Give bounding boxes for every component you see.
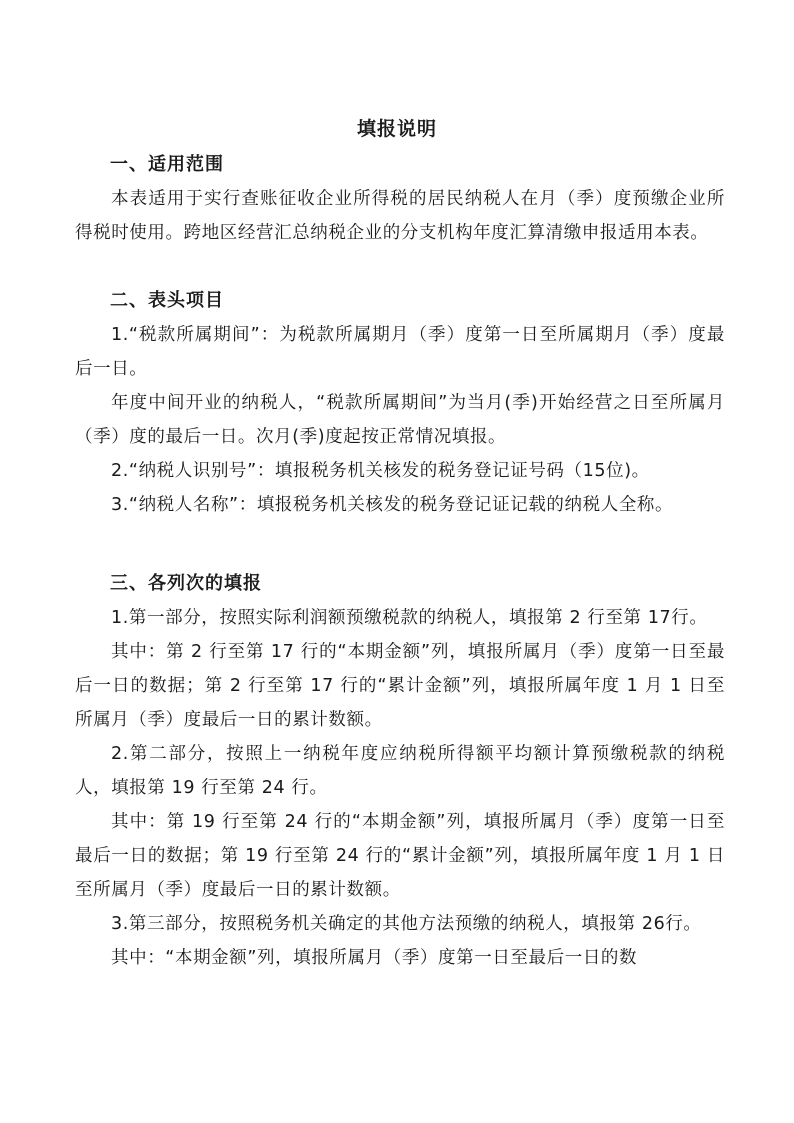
paragraph: 2.“纳税人识别号”：填报税务机关核发的税务登记证号码（15位)。 <box>111 461 650 481</box>
paragraph: 1.“税款所属期间”：为税款所属期月（季）度第一日至所属期月（季）度最后一日。 <box>75 325 725 379</box>
paragraph: 3.“纳税人名称”：填报税务机关核发的税务登记证记载的纳税人全称。 <box>111 495 674 515</box>
paragraph: 1.第一部分，按照实际利润额预缴税款的纳税人，填报第 2 行至第 17行。 <box>111 608 708 628</box>
section-header-items-body <box>75 318 725 522</box>
section-scope-body <box>75 182 725 250</box>
section-heading-columns: 三、各列次的填报 <box>110 573 262 594</box>
paragraph: 其中：“本期金额”列，填报所属月（季）度第一日至最后一日的数 <box>111 948 638 968</box>
paragraph: 其中：第 19 行至第 24 行的“本期金额”列，填报所属月（季）度第一日至最后一日的数据；第 19 行至第 24 行的“累计金额”列，填报所属年度 1 月 1 日至所属月（季）度最后一日的累计数额。 <box>75 812 725 900</box>
paragraph: 本表适用于实行查账征收企业所得税的居民纳税人在月（季）度预缴企业所得税时使用。跨地区经营汇总纳税企业的分支机构年度汇算清缴申报适用本表。 <box>75 189 725 243</box>
section-heading-header-items: 二、表头项目 <box>110 290 224 311</box>
paragraph: 年度中间开业的纳税人，“税款所属期间”为当月(季)开始经营之日至所属月（季）度的最后一日。次月(季)度起按正常情况填报。 <box>75 393 725 447</box>
paragraph: 3.第三部分，按照税务机关确定的其他方法预缴的纳税人，填报第 26行。 <box>111 914 702 934</box>
section-columns-body <box>75 601 725 975</box>
paragraph: 2.第二部分，按照上一纳税年度应纳税所得额平均额计算预缴税款的纳税人，填报第 19 行至第 24 行。 <box>75 744 725 798</box>
document-title: 填报说明 <box>356 118 437 140</box>
section-heading-scope: 一、适用范围 <box>110 154 224 175</box>
paragraph: 其中：第 2 行至第 17 行的“本期金额”列，填报所属月（季）度第一日至最后一日的数据；第 2 行至第 17 行的“累计金额”列，填报所属年度 1 月 1 日至所属月（季）度最后一日的累计数额。 <box>75 642 725 730</box>
